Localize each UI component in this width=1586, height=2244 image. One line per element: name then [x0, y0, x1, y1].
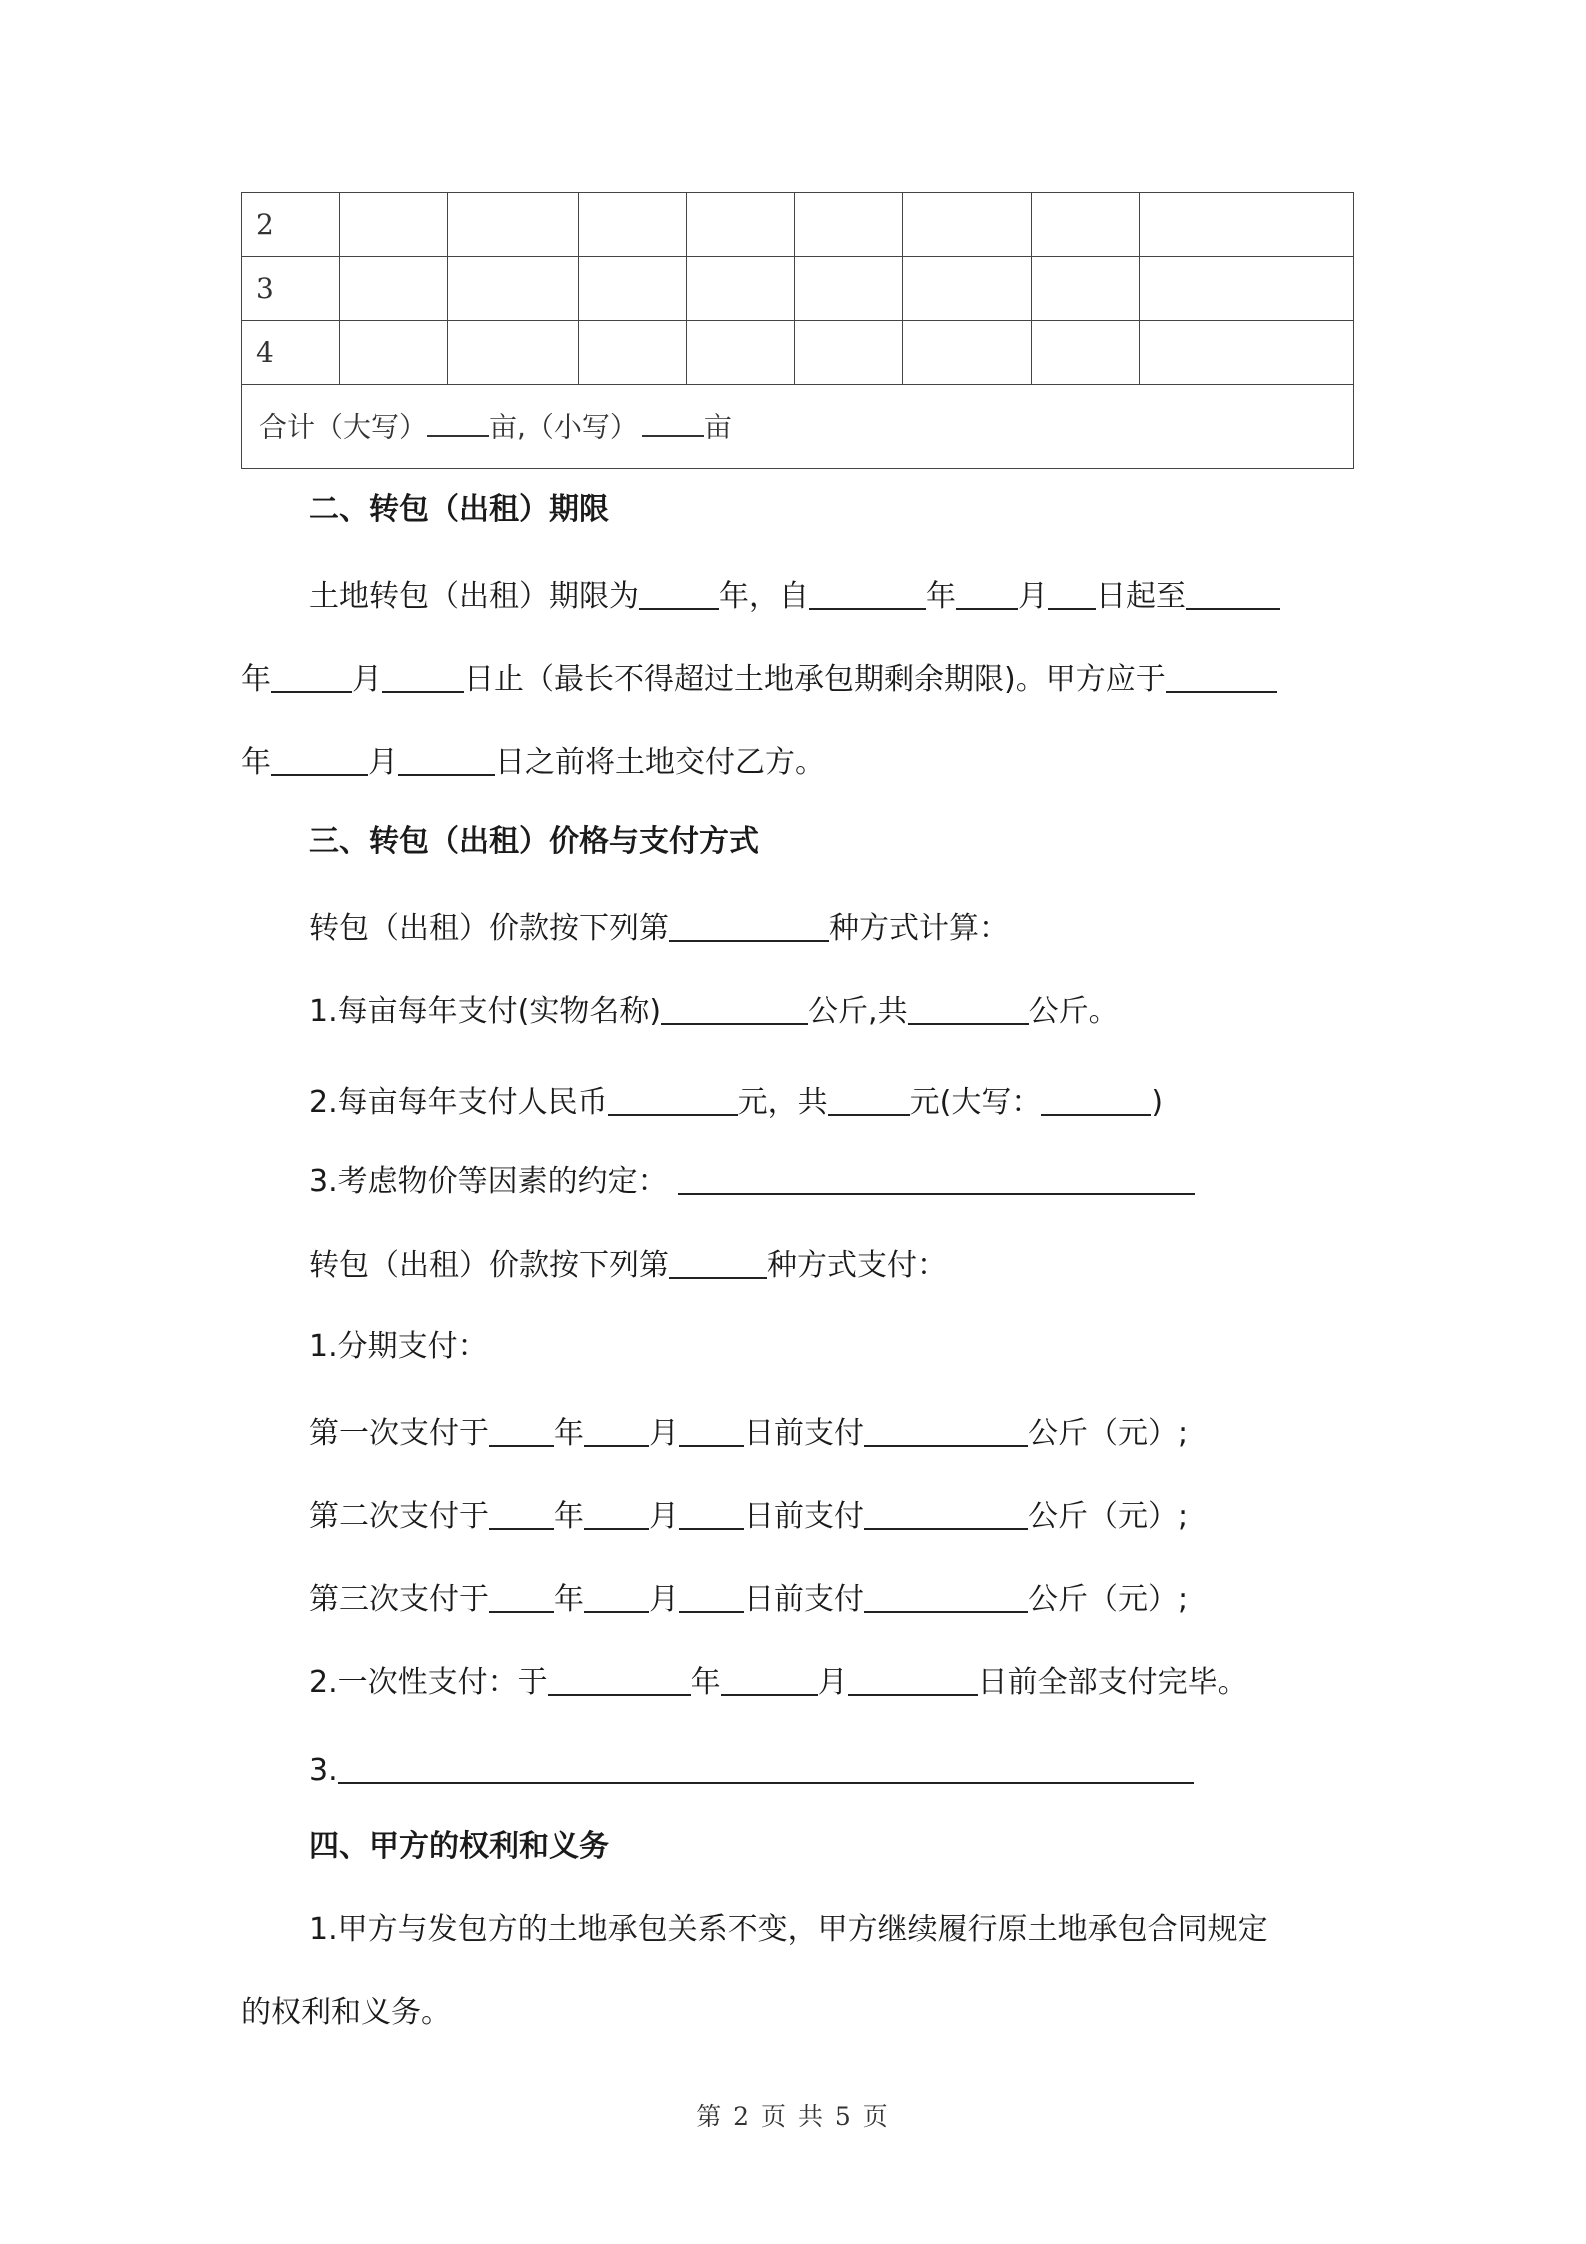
text: 1.每亩每年支付(实物名称) — [309, 994, 662, 1029]
text: 年 — [690, 1665, 721, 1700]
year-blank[interactable] — [489, 1415, 554, 1447]
table-row-divider — [242, 384, 1353, 385]
calc-option-2 — [309, 1084, 1163, 1118]
text: 年 — [241, 745, 271, 780]
installment-2 — [309, 1498, 1188, 1532]
amount-blank[interactable] — [864, 1581, 1028, 1613]
text: 公斤（元）; — [1028, 1582, 1189, 1617]
text: 日前全部支付完毕。 — [977, 1665, 1248, 1700]
installment-3 — [309, 1581, 1188, 1615]
section2-term-line3 — [241, 744, 825, 778]
table-column-divider — [1139, 193, 1140, 385]
delivery-month-blank[interactable] — [271, 744, 368, 776]
text: 第三次支付于 — [309, 1582, 489, 1617]
month-blank[interactable] — [584, 1498, 649, 1530]
section4-heading: 四、甲方的权利和义务 — [309, 1829, 609, 1864]
text: 月 — [817, 1665, 848, 1700]
text: 日前支付 — [744, 1499, 864, 1534]
table-column-divider — [578, 193, 579, 385]
text: 月 — [1018, 579, 1048, 614]
text: 年，自 — [719, 579, 809, 614]
delivery-day-blank[interactable] — [398, 744, 495, 776]
table-column-divider — [902, 193, 903, 385]
land-table — [241, 192, 1354, 469]
year-blank[interactable] — [489, 1581, 554, 1613]
section4-paragraph-line1: 1.甲方与发包方的土地承包关系不变，甲方继续履行原土地承包合同规定 — [309, 1912, 1268, 1947]
yuan-total-blank[interactable] — [828, 1084, 910, 1116]
total-label: 合计（大写） — [259, 410, 428, 444]
text: 第一次支付于 — [309, 1416, 489, 1451]
kg-per-mu-blank[interactable] — [661, 993, 808, 1025]
text: 元，共 — [737, 1085, 828, 1120]
calc-option-1 — [309, 993, 1119, 1027]
section4-paragraph-line2: 的权利和义务。 — [241, 1995, 451, 2030]
calc-method-line — [309, 910, 1009, 944]
month-blank[interactable] — [584, 1415, 649, 1447]
text: 2.一次性支付：于 — [309, 1665, 548, 1700]
text: 年 — [554, 1582, 584, 1617]
text: 公斤。 — [1028, 994, 1119, 1029]
text: 公斤,共 — [808, 994, 908, 1029]
calc-option-3 — [309, 1163, 1195, 1197]
payment-method-blank[interactable] — [669, 1247, 767, 1279]
installment-title: 1.分期支付： — [309, 1329, 488, 1364]
text: 月 — [352, 662, 382, 697]
start-day-blank[interactable] — [1048, 578, 1096, 610]
section2-term-line2 — [241, 661, 1277, 695]
table-total-row — [259, 408, 732, 442]
end-month-blank[interactable] — [271, 661, 352, 693]
delivery-year-blank[interactable] — [1166, 661, 1277, 693]
text: 日起至 — [1096, 579, 1186, 614]
other-option-blank[interactable] — [338, 1752, 1194, 1784]
text: 日之前将土地交付乙方。 — [495, 745, 825, 780]
text: 转包（出租）价款按下列第 — [309, 911, 669, 946]
lump-year-blank[interactable] — [548, 1664, 691, 1696]
table-row-divider — [242, 256, 1353, 257]
end-year-blank[interactable] — [1186, 578, 1280, 610]
amount-blank[interactable] — [864, 1498, 1028, 1530]
total-lowercase-blank[interactable] — [642, 408, 704, 437]
total-unit2: 亩 — [703, 410, 732, 444]
year-blank[interactable] — [489, 1498, 554, 1530]
section3-heading: 三、转包（出租）价格与支付方式 — [309, 824, 759, 859]
day-blank[interactable] — [679, 1415, 744, 1447]
text: 第二次支付于 — [309, 1499, 489, 1534]
text: 年 — [241, 662, 271, 697]
total-uppercase-blank[interactable] — [427, 408, 489, 437]
table-column-divider — [447, 193, 448, 385]
section2-term-line1 — [309, 578, 1280, 612]
text: 月 — [649, 1416, 679, 1451]
kg-total-blank[interactable] — [908, 993, 1029, 1025]
day-blank[interactable] — [679, 1581, 744, 1613]
section2-heading: 二、转包（出租）期限 — [309, 492, 609, 527]
table-column-divider — [686, 193, 687, 385]
start-month-blank[interactable] — [956, 578, 1018, 610]
text: 2.每亩每年支付人民币 — [309, 1085, 608, 1120]
total-unit1: 亩,（小写） — [489, 410, 638, 444]
text: 年 — [554, 1416, 584, 1451]
text: 年 — [926, 579, 956, 614]
text: 3. — [309, 1753, 338, 1788]
table-row-divider — [242, 320, 1353, 321]
text: 月 — [368, 745, 398, 780]
text: 元(大写： — [909, 1085, 1042, 1120]
text: 种方式支付： — [767, 1248, 947, 1283]
amount-blank[interactable] — [864, 1415, 1028, 1447]
lump-day-blank[interactable] — [848, 1664, 978, 1696]
table-row-number: 2 — [256, 208, 274, 241]
text: 日前支付 — [744, 1582, 864, 1617]
price-factor-blank[interactable] — [678, 1163, 1195, 1195]
text: 土地转包（出租）期限为 — [309, 579, 639, 614]
text: 月 — [649, 1582, 679, 1617]
lump-month-blank[interactable] — [721, 1664, 818, 1696]
installment-1 — [309, 1415, 1188, 1449]
text: 公斤（元）; — [1028, 1499, 1189, 1534]
text: 3.考虑物价等因素的约定： — [309, 1164, 668, 1199]
table-column-divider — [339, 193, 340, 385]
month-blank[interactable] — [584, 1581, 649, 1613]
text: 转包（出租）价款按下列第 — [309, 1248, 669, 1283]
payment-method-line — [309, 1247, 947, 1281]
term-years-blank[interactable] — [639, 578, 719, 610]
text: 日前支付 — [744, 1416, 864, 1451]
table-column-divider — [794, 193, 795, 385]
page-number-footer: 第 2 页 共 5 页 — [696, 2102, 890, 2131]
other-option-line — [309, 1752, 1194, 1786]
end-day-blank[interactable] — [382, 661, 464, 693]
text: 种方式计算： — [829, 911, 1009, 946]
yuan-uppercase-blank[interactable] — [1041, 1084, 1151, 1116]
lump-sum-line — [309, 1664, 1248, 1698]
text: 月 — [649, 1499, 679, 1534]
start-year-blank[interactable] — [809, 578, 926, 610]
text: 日止（最长不得超过土地承包期剩余期限)。甲方应于 — [464, 662, 1166, 697]
table-row-number: 3 — [256, 272, 274, 305]
table-row-number: 4 — [256, 336, 274, 369]
table-column-divider — [1031, 193, 1032, 385]
text: 年 — [554, 1499, 584, 1534]
calc-method-blank[interactable] — [669, 910, 829, 942]
yuan-per-mu-blank[interactable] — [608, 1084, 738, 1116]
text: ) — [1151, 1085, 1164, 1120]
day-blank[interactable] — [679, 1498, 744, 1530]
text: 公斤（元）; — [1028, 1416, 1189, 1451]
